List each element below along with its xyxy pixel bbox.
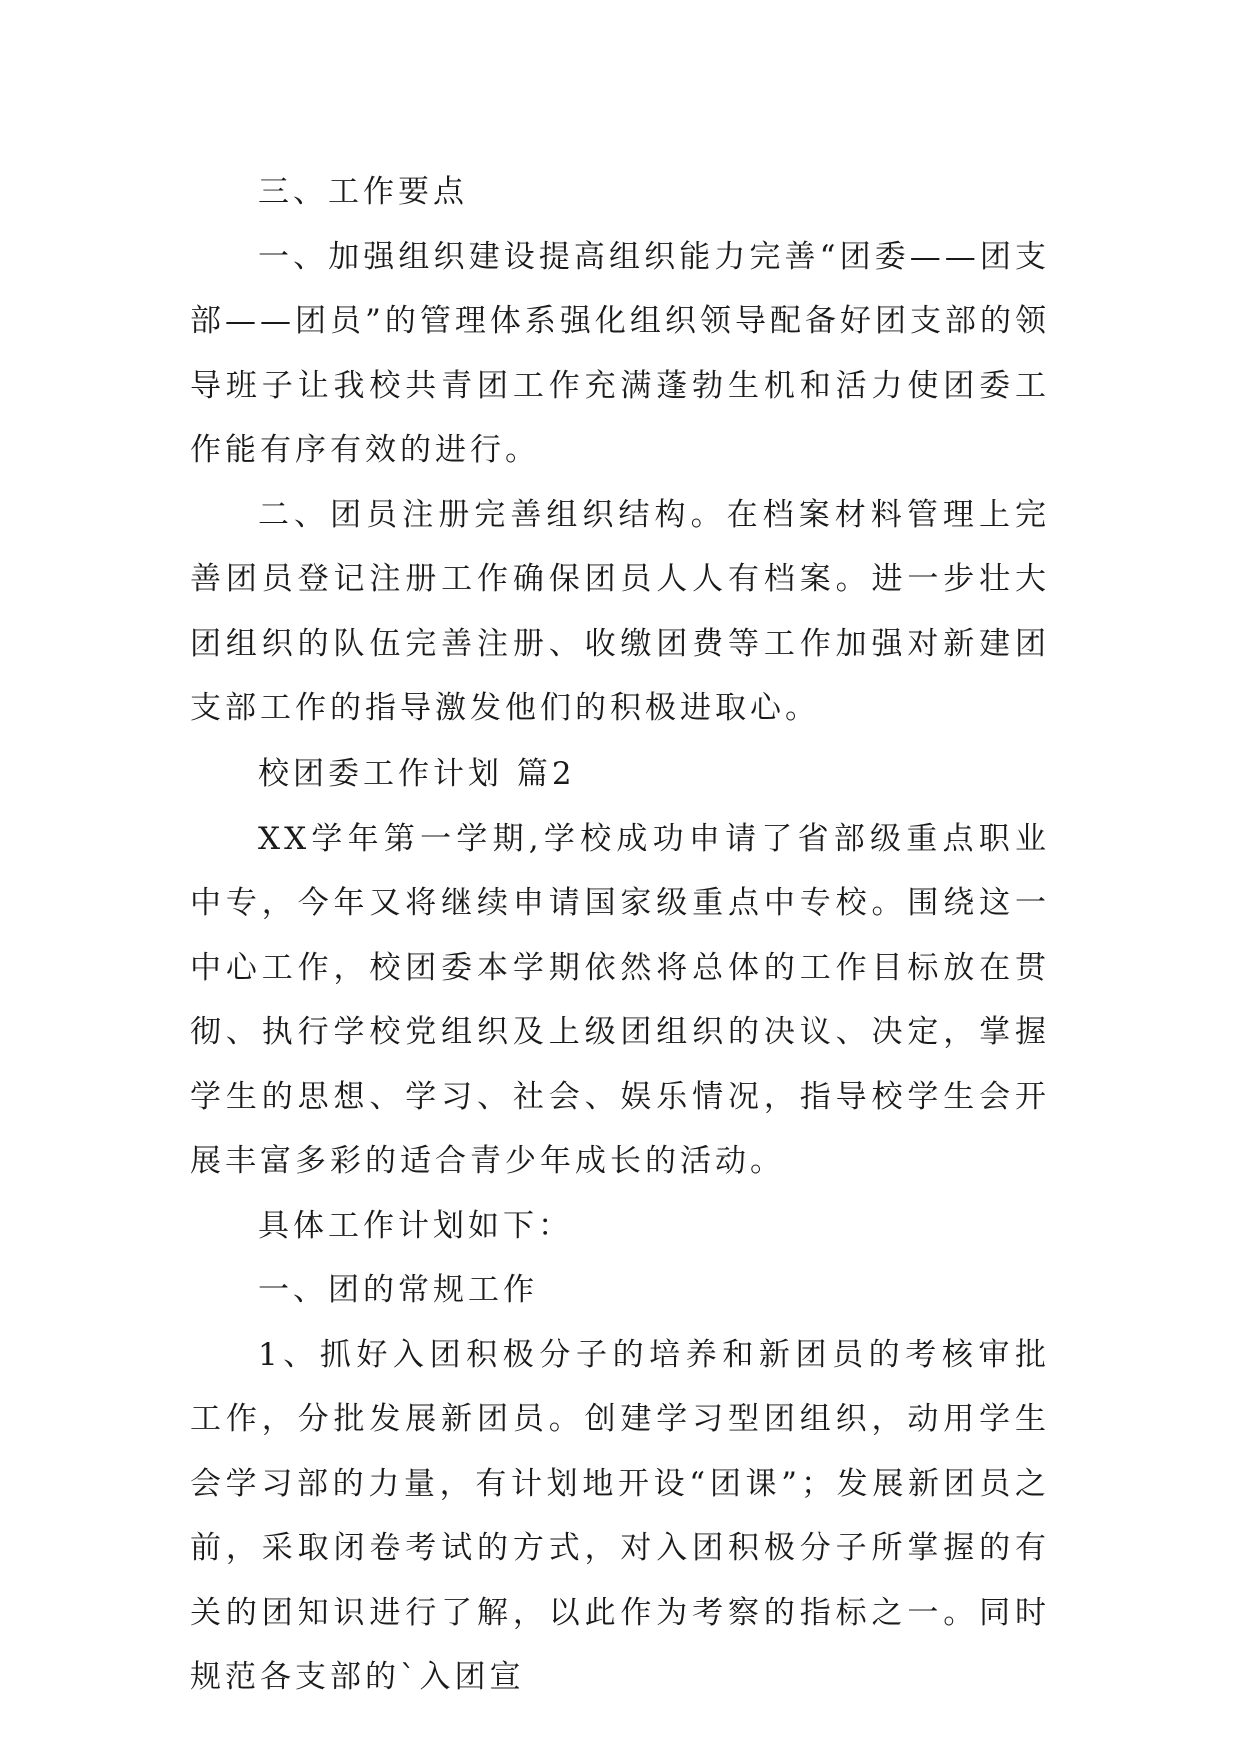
section-plan-2 xyxy=(190,742,1050,1710)
section-work-points xyxy=(190,160,1050,741)
paragraph-item-1: 1、抓好入团积极分子的培养和新团员的考核审批工作，分批发展新团员。创建学习型团组织，动用学生会学习部的力量，有计划地开设“团课”；发展新团员之前，采取闭卷考试的方式，对入团积极分子所掌握的有关的团知识进行了解，以此作为考察的指标之一。同时规范各支部的`入团宣 xyxy=(190,1336,1050,1695)
paragraph-plan-lead: 具体工作计划如下： xyxy=(258,1207,573,1244)
paragraph-intro: XX学年第一学期,学校成功申请了省部级重点职业中专，今年又将继续申请国家级重点中专校。围绕这一中心工作，校团委本学期依然将总体的工作目标放在贯彻、执行学校党组织及上级团组织的决议、决定，掌握学生的思想、学习、社会、娱乐情况，指导校学生会开展丰富多彩的适合青少年成长的活动。 xyxy=(190,820,1050,1179)
paragraph-member-registration: 二、团员注册完善组织结构。在档案材料管理上完善团员登记注册工作确保团员人人有档案。进一步壮大团组织的队伍完善注册、收缴团费等工作加强对新建团支部工作的指导激发他们的积极进取心。 xyxy=(190,496,1050,726)
section-title: 校团委工作计划 篇2 xyxy=(258,756,576,792)
section-heading: 三、工作要点 xyxy=(258,174,468,210)
paragraph-org-building: 一、加强组织建设提高组织能力完善“团委——团支部——团员”的管理体系强化组织领导配备好团支部的领导班子让我校共青团工作充满蓬勃生机和活力使团委工作能有序有效的进行。 xyxy=(190,238,1050,468)
paragraph-subheading: 一、团的常规工作 xyxy=(258,1272,538,1308)
